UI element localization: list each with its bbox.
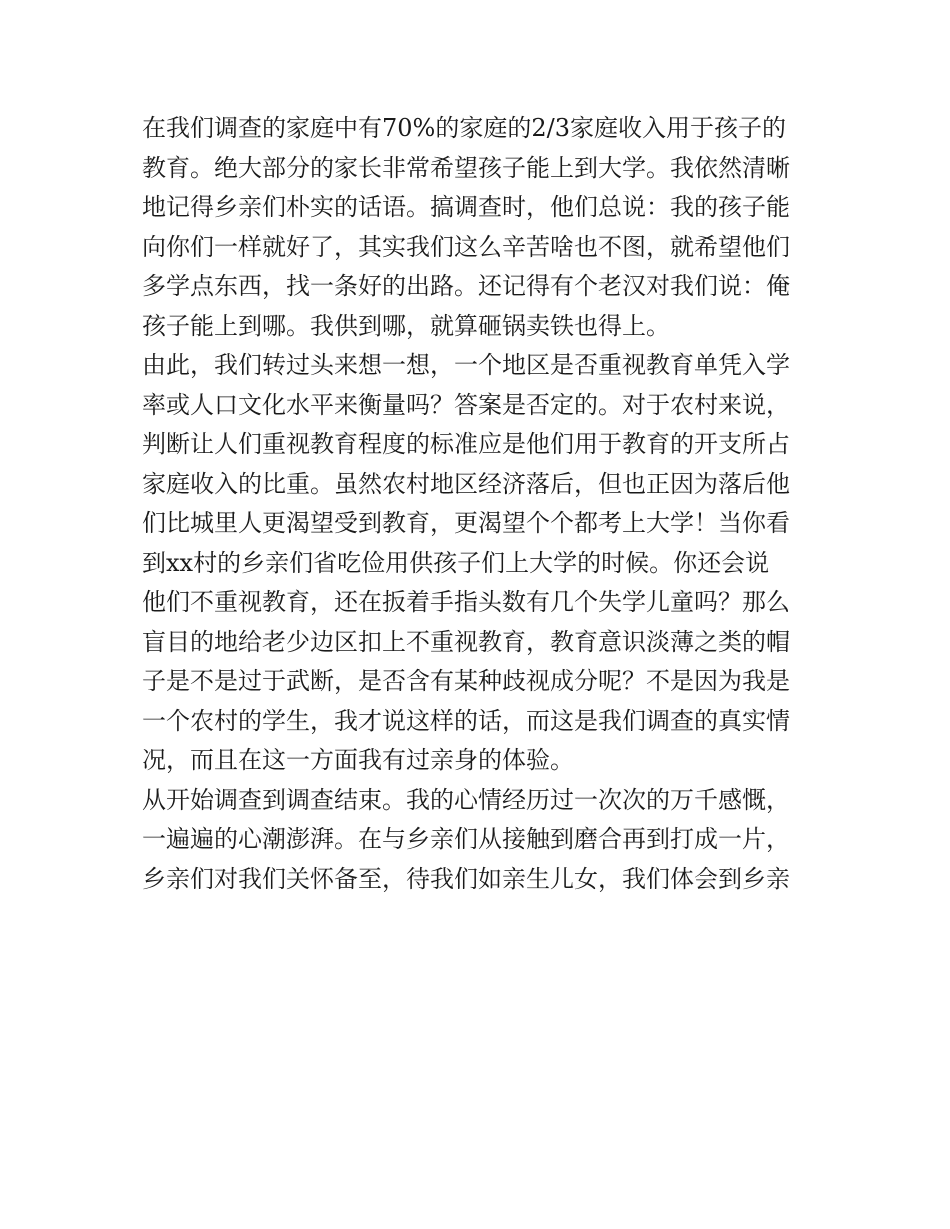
- text-line: 家庭收入的比重。虽然农村地区经济落后，但也正因为落后他: [142, 469, 790, 498]
- text-line: 判断让人们重视教育程度的标准应是他们用于教育的开支所占: [142, 430, 790, 458]
- text-line: 子是不是过于武断，是否含有某种歧视成分呢？不是因为我是: [142, 667, 790, 695]
- text-line: 他们不重视教育，还在扳着手指头数有几个失学儿童吗？那么: [142, 588, 790, 616]
- text-line: 一个农村的学生，我才说这样的话，而这是我们调查的真实情: [142, 706, 790, 735]
- text-line: 们比城里人更渴望受到教育，更渴望个个都考上大学！当你看: [142, 509, 790, 537]
- text-line: 到xx村的乡亲们省吃俭用供孩子们上大学的时候。你还会说: [142, 548, 770, 577]
- text-line: 多学点东西，找一条好的出路。还记得有个老汉对我们说：俺: [142, 272, 790, 300]
- text-line: 地记得乡亲们朴实的话语。搞调查时，他们总说：我的孩子能: [142, 193, 790, 221]
- text-line: 在我们调查的家庭中有70%的家庭的2/3家庭收入用于孩子的: [142, 114, 786, 142]
- text-line: 盲目的地给老少边区扣上不重视教育，教育意识淡薄之类的帽: [142, 627, 790, 656]
- text-line: 一遍遍的心潮澎湃。在与乡亲们从接触到磨合再到打成一片，: [142, 825, 790, 853]
- text-line: 乡亲们对我们关怀备至，待我们如亲生儿女，我们体会到乡亲: [142, 864, 790, 893]
- text-line: 况，而且在这一方面我有过亲身的体验。: [142, 746, 574, 774]
- body-text: [142, 109, 822, 899]
- text-line: 由此，我们转过头来想一想，一个地区是否重视教育单凭入学: [142, 351, 790, 379]
- text-line: 孩子能上到哪。我供到哪，就算砸锅卖铁也得上。: [142, 311, 670, 340]
- text-line: 率或人口文化水平来衡量吗？答案是否定的。对于农村来说，: [142, 390, 790, 419]
- text-line: 从开始调查到调查结束。我的心情经历过一次次的万千感慨，: [142, 785, 790, 814]
- text-line: 教育。绝大部分的家长非常希望孩子能上到大学。我依然清晰: [142, 153, 790, 182]
- text-line: 向你们一样就好了，其实我们这么辛苦啥也不图，就希望他们: [142, 232, 790, 261]
